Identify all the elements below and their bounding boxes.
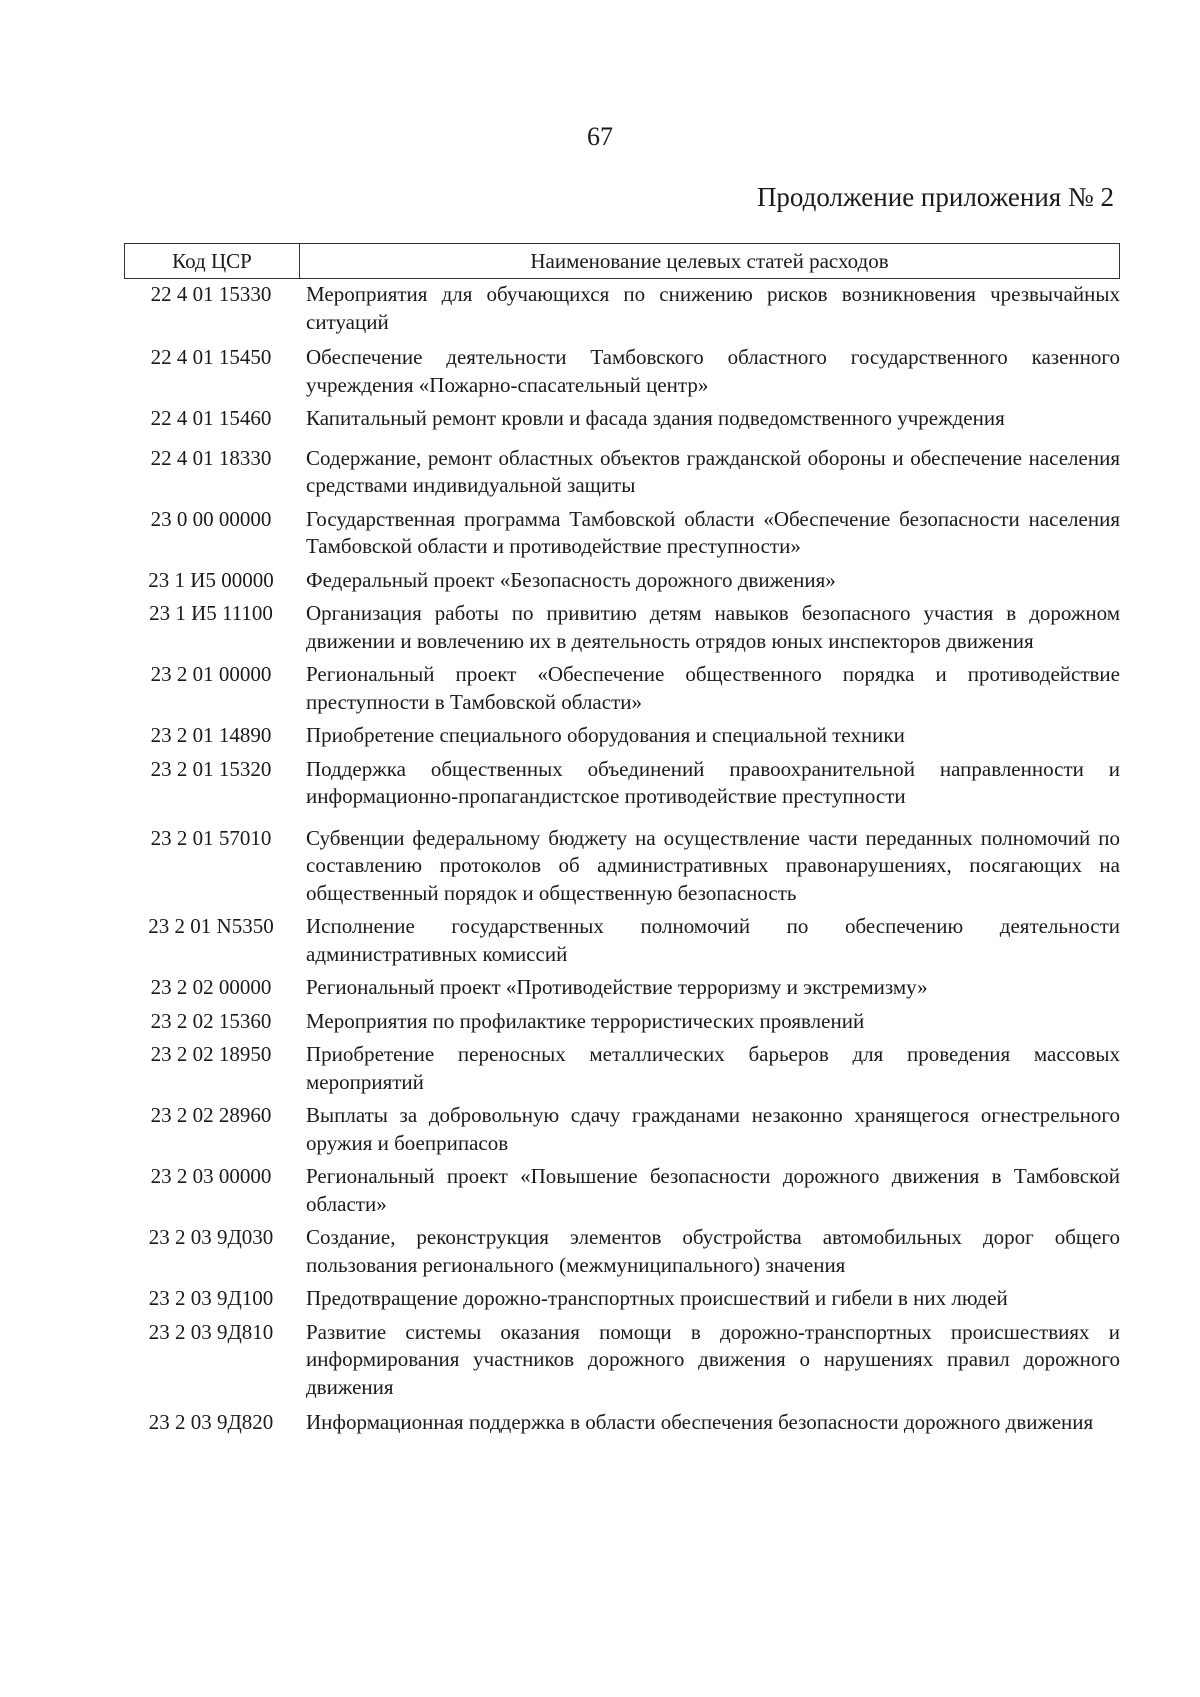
row-name: Приобретение переносных металлических барьеров для проведения массовых мероприятий (306, 1042, 1120, 1094)
row-code: 23 2 01 15320 (150, 756, 272, 781)
row-code: 23 0 00 00000 (150, 506, 272, 531)
table-row (124, 1163, 1120, 1218)
row-name: Региональный проект «Обеспечение общественного порядка и противодействие преступности в Тамбовской области» (306, 662, 1120, 714)
table-row (124, 825, 1120, 908)
table-row (124, 661, 1120, 716)
table-row (124, 445, 1120, 500)
row-code: 22 4 01 15460 (150, 406, 272, 430)
table-row (124, 1008, 1120, 1036)
row-name: Информационная поддержка в области обеспечения безопасности дорожного движения (306, 1410, 1094, 1434)
row-name: Мероприятия по профилактике террористических проявлений (306, 1008, 865, 1033)
table-row (124, 281, 1120, 336)
table-row (124, 1102, 1120, 1157)
row-name: Исполнение государственных полномочий по обеспечению деятельности административных комиссий (306, 914, 1120, 966)
row-name: Государственная программа Тамбовской области «Обеспечение безопасности населения Тамбовской области и противодействие преступности» (306, 506, 1120, 558)
row-name: Поддержка общественных объединений правоохранительной направленности и информационно-пропагандистское противодействие преступности (306, 756, 1120, 808)
row-name: Предотвращение дорожно-транспортных происшествий и гибели в них людей (306, 1286, 1008, 1310)
row-code: 23 2 03 9Д820 (148, 1410, 274, 1434)
row-code: 23 2 03 9Д030 (148, 1225, 274, 1249)
row-code: 23 1 И5 00000 (148, 567, 274, 592)
table-row (124, 600, 1120, 655)
table-row (124, 1224, 1120, 1279)
row-name: Субвенции федеральному бюджету на осуществление части переданных полномочий по составлению протоколов об административных правонарушениях, посягающих на общественный порядок и общественную безопасность (306, 825, 1120, 905)
row-name: Федеральный проект «Безопасность дорожного движения» (306, 567, 836, 592)
table-row (124, 974, 1120, 1002)
table-row (124, 567, 1120, 595)
row-name: Выплаты за добровольную сдачу гражданами незаконно хранящегося огнестрельного оружия и боеприпасов (306, 1103, 1120, 1155)
table-row (124, 1285, 1120, 1313)
row-code: 22 4 01 15450 (150, 345, 272, 369)
table-body (124, 281, 1120, 1437)
row-code: 23 2 03 9Д100 (148, 1286, 274, 1310)
row-code: 23 2 03 00000 (150, 1164, 272, 1188)
table-row (124, 722, 1120, 750)
row-code: 22 4 01 18330 (150, 445, 272, 470)
row-code: 23 2 01 N5350 (148, 914, 274, 938)
row-code: 23 2 01 57010 (150, 825, 272, 850)
row-code: 23 2 02 18950 (150, 1042, 272, 1066)
page-number: 67 (587, 122, 613, 151)
header-code: Код ЦСР (125, 244, 300, 278)
table-row (124, 913, 1120, 968)
appendix-caption: Продолжение приложения № 2 (756, 182, 1114, 212)
row-name: Создание, реконструкция элементов обустройства автомобильных дорог общего пользования регионального (межмуниципального) значения (306, 1225, 1120, 1277)
row-name: Содержание, ремонт областных объектов гражданской обороны и обеспечение населения средствами индивидуальной защиты (306, 445, 1120, 497)
table-row (124, 1319, 1120, 1402)
table-header (124, 243, 1120, 279)
row-name: Приобретение специального оборудования и специальной техники (306, 723, 905, 747)
table-row (124, 1409, 1120, 1437)
row-name: Капитальный ремонт кровли и фасада здания подведомственного учреждения (306, 406, 1005, 430)
row-code: 23 2 01 00000 (150, 662, 272, 686)
row-code: 23 2 01 14890 (150, 723, 272, 747)
budget-codes-table (124, 243, 1120, 1437)
row-name: Региональный проект «Противодействие терроризму и экстремизму» (306, 975, 928, 999)
table-row (124, 506, 1120, 561)
row-code: 23 1 И5 11100 (149, 601, 273, 625)
table-row (124, 344, 1120, 399)
row-code: 23 2 02 00000 (150, 975, 272, 999)
row-code: 23 2 03 9Д810 (148, 1319, 274, 1344)
table-row (124, 405, 1120, 433)
table-row (124, 1041, 1120, 1096)
row-code: 22 4 01 15330 (150, 282, 272, 306)
row-code: 23 2 02 28960 (150, 1103, 272, 1127)
header-name: Наименование целевых статей расходов (530, 248, 889, 273)
row-code: 23 2 02 15360 (150, 1008, 272, 1033)
row-name: Мероприятия для обучающихся по снижению рисков возникновения чрезвычайных ситуаций (306, 282, 1120, 334)
row-name: Развитие системы оказания помощи в дорожно-транспортных происшествиях и информирования участников дорожного движения о нарушениях правил дорожного движения (306, 1319, 1120, 1399)
row-name: Региональный проект «Повышение безопасности дорожного движения в Тамбовской области» (306, 1164, 1120, 1216)
row-name: Организация работы по привитию детям навыков безопасного участия в дорожном движении и вовлечению их в деятельность отрядов юных инспекторов движения (306, 601, 1120, 653)
table-row (124, 756, 1120, 811)
row-name: Обеспечение деятельности Тамбовского областного государственного казенного учреждения «Пожарно-спасательный центр» (306, 345, 1120, 397)
